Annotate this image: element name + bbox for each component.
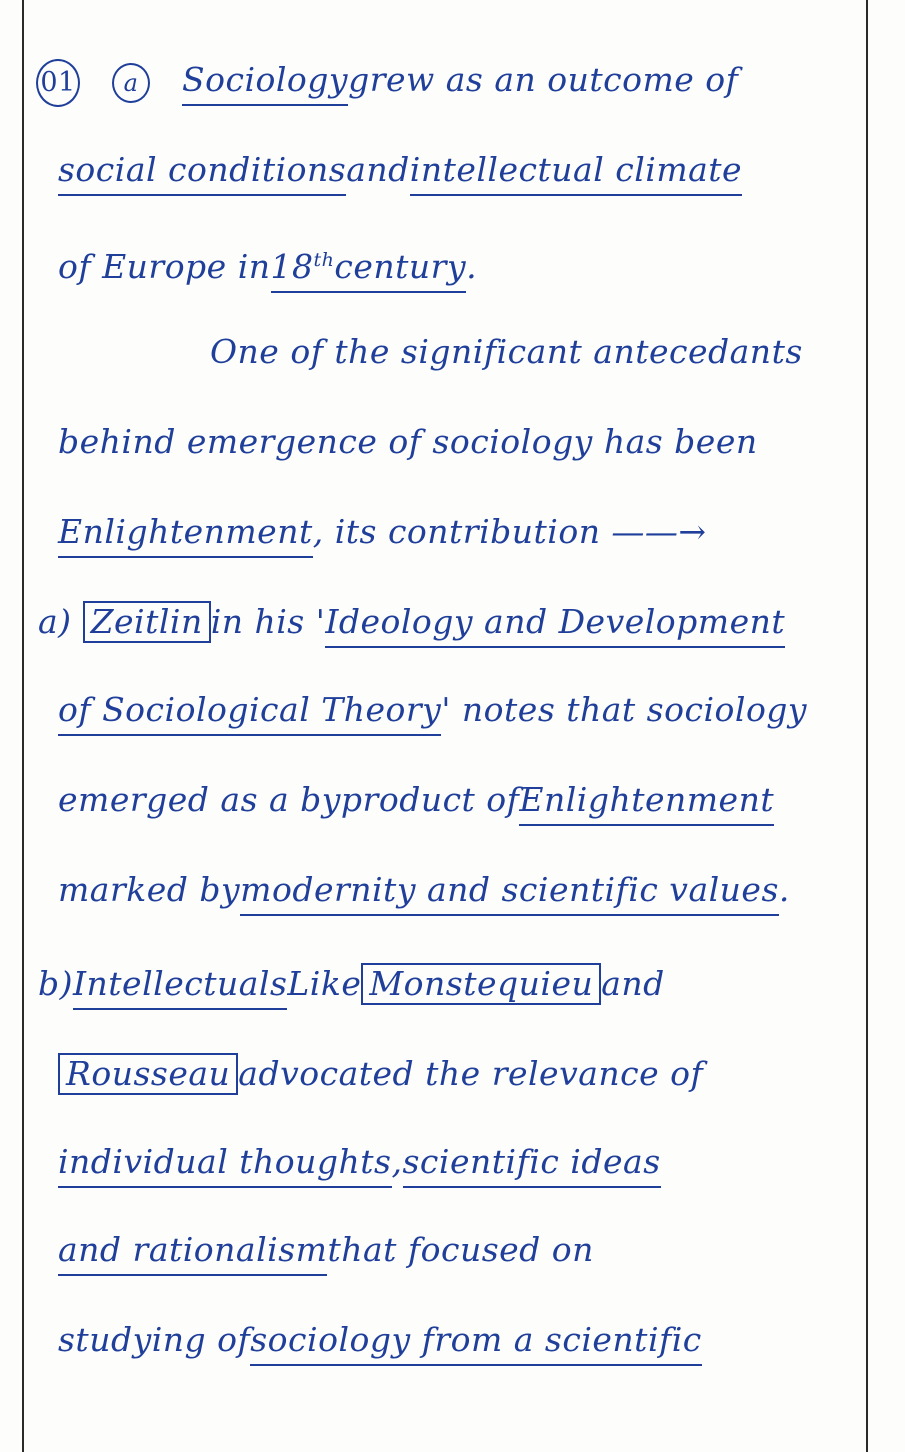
line-13 bbox=[58, 1140, 661, 1188]
line-1-text: grew as an outcome of bbox=[348, 60, 739, 99]
keyword-intellectuals: Intellectuals bbox=[73, 962, 287, 1010]
line-6 bbox=[58, 510, 707, 558]
line-2 bbox=[58, 148, 742, 196]
line-15-text: studying of bbox=[58, 1320, 251, 1359]
line-7 bbox=[38, 600, 785, 648]
keyword-enlightenment: Enlightenment bbox=[58, 510, 313, 558]
right-margin-line bbox=[866, 0, 868, 1452]
line-3 bbox=[58, 238, 477, 293]
line-12-text: advocated the relevance of bbox=[238, 1054, 704, 1093]
keyword-18th-century bbox=[271, 238, 467, 293]
century-word: century bbox=[334, 247, 467, 286]
book-title-part-1: Ideology and Development bbox=[325, 600, 785, 648]
line-14-text: that focused on bbox=[327, 1230, 594, 1269]
line-5-text: behind emergence of sociology has been bbox=[58, 422, 758, 461]
line-1 bbox=[36, 58, 738, 107]
line-11 bbox=[38, 962, 665, 1010]
line-7-mid: in his ' bbox=[210, 602, 326, 641]
book-title-part-2: of Sociological Theory bbox=[58, 688, 441, 736]
keyword-modernity: modernity and scientific values bbox=[240, 868, 779, 916]
line-5 bbox=[58, 420, 758, 464]
name-zeitlin: Zeitlin bbox=[83, 601, 211, 643]
line-9 bbox=[58, 778, 774, 826]
name-monstequieu: Monstequieu bbox=[361, 963, 601, 1005]
keyword-enlightenment-2: Enlightenment bbox=[519, 778, 774, 826]
line-11-end: and bbox=[601, 964, 665, 1003]
line-4 bbox=[210, 330, 803, 374]
century-number: 18 bbox=[270, 247, 314, 286]
part-label: a bbox=[112, 63, 150, 103]
line-9-text: emerged as a byproduct of bbox=[58, 780, 520, 819]
keyword-scientific-ideas: scientific ideas bbox=[403, 1140, 661, 1188]
keyword-sociology: Sociology bbox=[182, 58, 348, 106]
keyword-rationalism: and rationalism bbox=[58, 1228, 327, 1276]
name-rousseau: Rousseau bbox=[58, 1053, 238, 1095]
keyword-sociology-scientific: sociology from a scientific bbox=[250, 1318, 702, 1366]
line-3-end: . bbox=[466, 247, 478, 286]
left-margin-line bbox=[22, 0, 24, 1452]
keyword-intellectual-climate: intellectual climate bbox=[410, 148, 742, 196]
line-4-text: One of the significant antecedants bbox=[210, 332, 803, 371]
line-13-mid: , bbox=[391, 1142, 403, 1181]
line-15 bbox=[58, 1318, 702, 1366]
question-number: 01 bbox=[36, 59, 80, 107]
line-11-mid: Like bbox=[287, 964, 362, 1003]
line-8 bbox=[58, 688, 807, 736]
line-2-mid: and bbox=[346, 150, 410, 189]
line-3-text: of Europe in bbox=[58, 247, 271, 286]
line-10 bbox=[58, 868, 790, 916]
line-12 bbox=[58, 1052, 703, 1096]
line-14 bbox=[58, 1228, 594, 1276]
keyword-individual-thoughts: individual thoughts bbox=[58, 1140, 392, 1188]
line-6-text: , its contribution ——→ bbox=[312, 512, 707, 551]
century-suffix: th bbox=[313, 249, 335, 271]
keyword-social-conditions: social conditions bbox=[58, 148, 346, 196]
point-a-label: a) bbox=[38, 602, 72, 641]
line-10-text: marked by bbox=[58, 870, 241, 909]
line-10-end: . bbox=[778, 870, 790, 909]
line-8-text: ' notes that sociology bbox=[441, 690, 808, 729]
point-b-label: b) bbox=[38, 964, 73, 1003]
